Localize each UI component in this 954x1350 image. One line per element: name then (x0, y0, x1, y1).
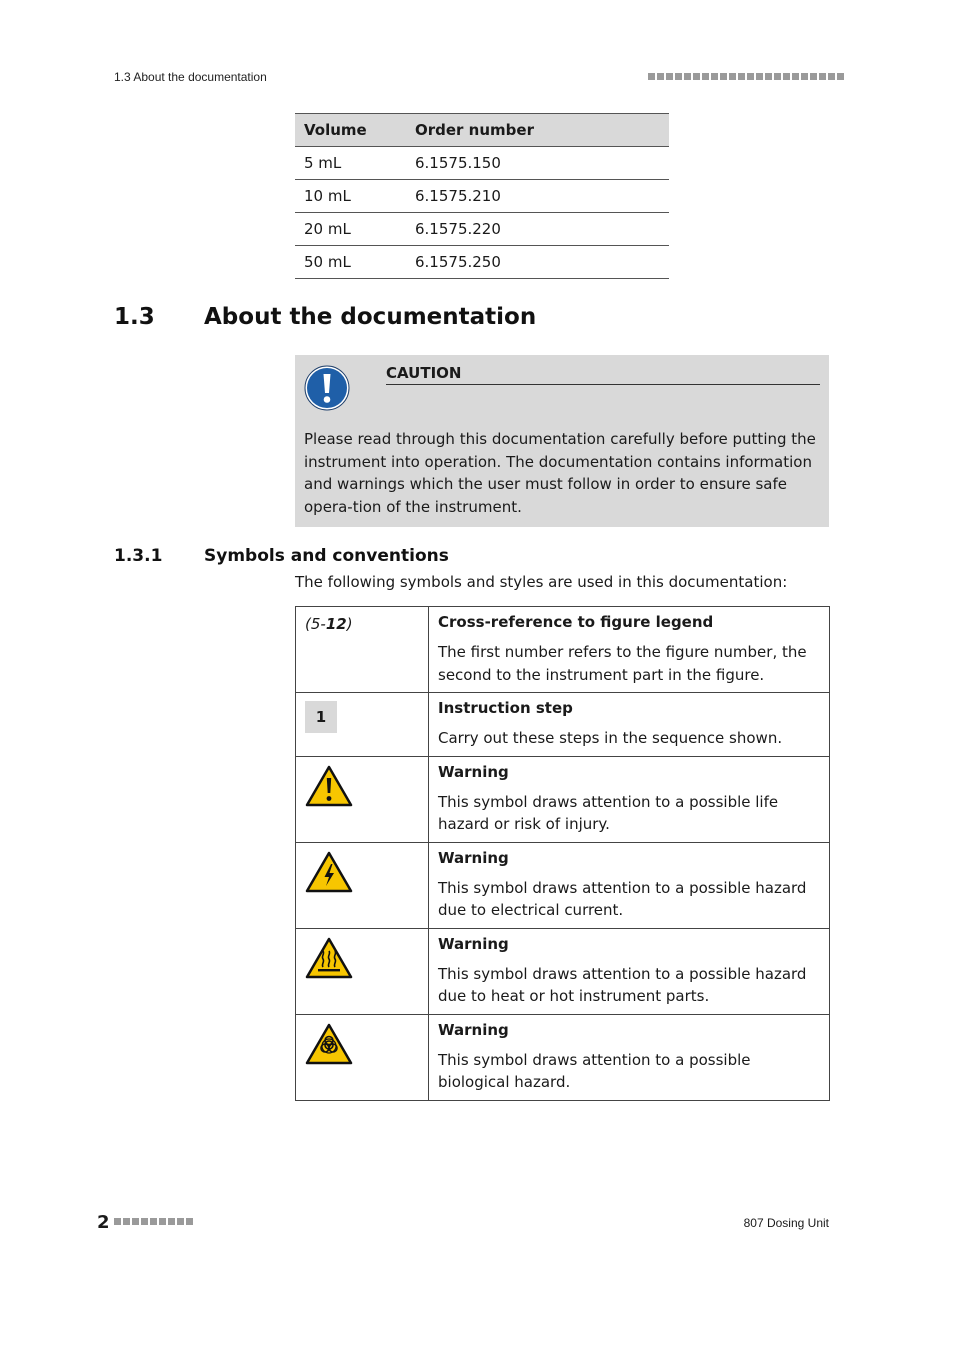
table-row (296, 756, 830, 842)
subsection-number: 1.3.1 (114, 546, 163, 566)
table-row (295, 180, 669, 213)
description-cell (429, 842, 830, 928)
electrical-hazard-icon (305, 851, 353, 893)
row-title: Warning (438, 762, 509, 781)
symbols-table (295, 606, 830, 1101)
section-number: 1.3 (114, 304, 155, 330)
column-header: Order number (406, 114, 669, 147)
description-cell (429, 693, 830, 757)
general-warning-icon (305, 765, 353, 807)
row-title: Instruction step (438, 699, 573, 717)
footer-dots-decoration (114, 1218, 193, 1225)
hot-surface-icon (305, 937, 353, 979)
volume-cell: 10 mL (295, 180, 406, 213)
row-title: Warning (438, 934, 509, 953)
column-header: Volume (295, 114, 406, 147)
table-row (295, 213, 669, 246)
row-description: Carry out these steps in the sequence shown. (438, 729, 783, 747)
page-number: 2 (97, 1212, 110, 1233)
table-row (296, 1014, 830, 1100)
order-number-cell: 6.1575.150 (406, 147, 669, 180)
table-row (296, 842, 830, 928)
row-description: This symbol draws attention to a possible biological hazard. (438, 1050, 751, 1091)
table-row (295, 147, 669, 180)
description-cell (429, 756, 830, 842)
volume-cell: 20 mL (295, 213, 406, 246)
row-title: Cross-reference to figure legend (438, 613, 714, 631)
symbol-cell (296, 693, 429, 757)
description-cell (429, 607, 830, 693)
header-dots-decoration (648, 73, 844, 80)
volume-cell: 50 mL (295, 246, 406, 279)
footer-product-name: 807 Dosing Unit (743, 1216, 829, 1230)
subsection-heading (114, 546, 449, 566)
symbol-cell (296, 928, 429, 1014)
caution-text: Please read through this documentation carefully before putting the instrument into operation. The documentation contains information and warnings which the user must follow in order to ensure safe opera-tion of the instrument. (304, 430, 816, 516)
table-header-row (295, 114, 669, 147)
table-row (296, 607, 830, 693)
row-description: The first number refers to the figure number, the second to the instrument part in the figure. (438, 643, 807, 684)
volume-order-table (295, 113, 669, 279)
symbol-cell (296, 842, 429, 928)
instruction-step-badge: 1 (305, 701, 337, 733)
table-row (296, 693, 830, 757)
volume-cell: 5 mL (295, 147, 406, 180)
row-description: This symbol draws attention to a possible hazard due to electrical current. (438, 878, 807, 919)
cross-reference-example: (5-12) (305, 615, 353, 633)
table-row (295, 246, 669, 279)
table-row (296, 928, 830, 1014)
subsection-title: Symbols and conventions (204, 546, 449, 566)
symbol-cell (296, 607, 429, 693)
caution-box (295, 355, 829, 527)
intro-paragraph: The following symbols and styles are used in this documentation: (295, 573, 788, 591)
order-number-cell: 6.1575.210 (406, 180, 669, 213)
order-number-cell: 6.1575.250 (406, 246, 669, 279)
running-header: 1.3 About the documentation (114, 70, 267, 84)
caution-title: CAUTION (386, 364, 820, 385)
biohazard-icon (305, 1023, 353, 1065)
section-heading (114, 304, 536, 330)
section-title: About the documentation (204, 304, 537, 330)
exclamation-circle-icon (304, 365, 350, 411)
symbol-cell (296, 756, 429, 842)
order-number-cell: 6.1575.220 (406, 213, 669, 246)
row-title: Warning (438, 1020, 509, 1039)
symbol-cell (296, 1014, 429, 1100)
description-cell (429, 928, 830, 1014)
row-description: This symbol draws attention to a possible life hazard or risk of injury. (438, 792, 779, 833)
description-cell (429, 1014, 830, 1100)
row-title: Warning (438, 848, 509, 867)
row-description: This symbol draws attention to a possible hazard due to heat or hot instrument parts. (438, 964, 807, 1005)
